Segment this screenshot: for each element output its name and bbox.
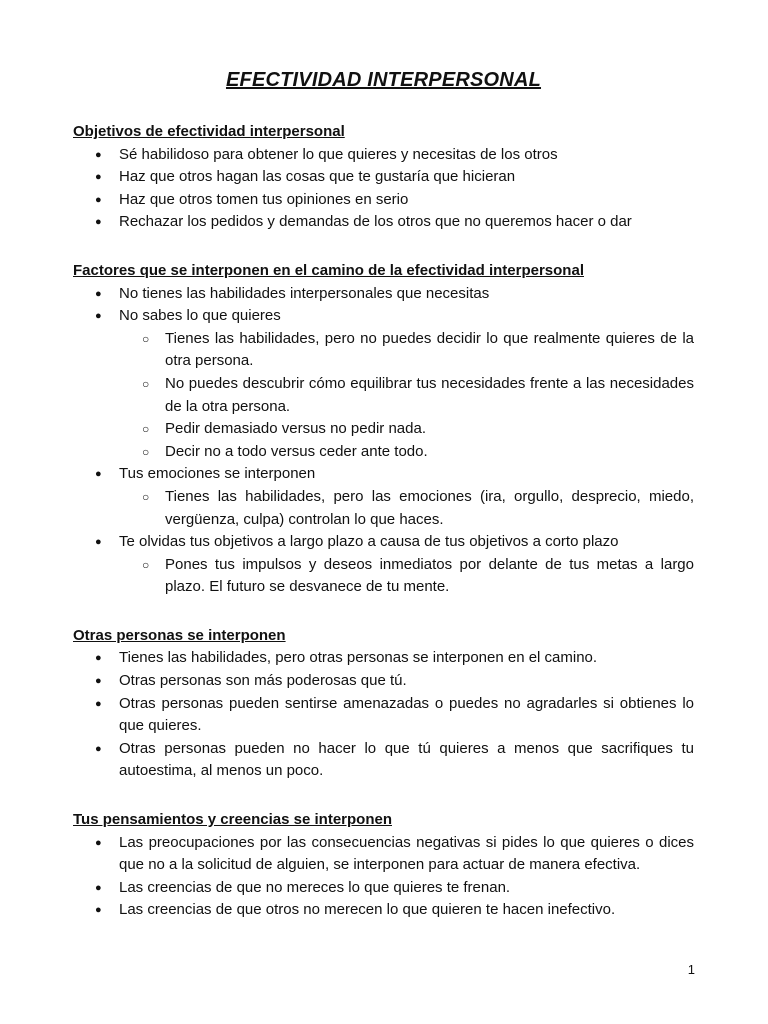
list-item [73, 531, 694, 599]
list-item [73, 693, 694, 738]
bullet-list [73, 144, 694, 234]
bullet-icon: ● [95, 468, 102, 481]
section-heading: Otras personas se interponen [73, 626, 286, 644]
sub-list-item-text: Tienes las habilidades, pero las emociones (ira, orgullo, desprecio, miedo, vergüenza, culpa) controlan lo que haces. [165, 487, 694, 528]
section-heading: Tus pensamientos y creencias se interponen [73, 811, 392, 829]
list-item [73, 899, 694, 922]
list-item-text: No tienes las habilidades interpersonales que necesitas [119, 284, 490, 302]
hollow-bullet-icon: ○ [142, 444, 150, 459]
sub-list-item [119, 486, 694, 531]
hollow-bullet-icon: ○ [142, 331, 150, 346]
bullet-icon: ● [95, 287, 102, 300]
list-item [73, 832, 694, 877]
hollow-bullet-icon: ○ [142, 489, 150, 504]
sub-list-item-text: Tienes las habilidades, pero no puedes decidir lo que realmente quieres de la otra persona. [165, 329, 694, 370]
sub-list-item [119, 373, 694, 418]
list-item [73, 877, 694, 900]
bullet-icon: ● [95, 216, 102, 229]
list-item-text: Otras personas pueden sentirse amenazadas o puedes no agradarles si obtienes lo que quieres. [119, 694, 694, 735]
sub-list-item [119, 328, 694, 373]
list-item [73, 189, 694, 212]
section-heading: Factores que se interponen en el camino de la efectividad interpersonal [73, 261, 584, 279]
list-item [73, 647, 694, 670]
list-item-text: Te olvidas tus objetivos a largo plazo a causa de tus objetivos a corto plazo [119, 533, 619, 551]
bullet-icon: ● [95, 881, 102, 894]
bullet-icon: ● [95, 171, 102, 184]
section-pensamientos [73, 809, 694, 922]
list-item [73, 463, 694, 531]
document-title: EFECTIVIDAD INTERPERSONAL [225, 69, 542, 91]
section-otras-personas [73, 625, 694, 783]
page-number: 1 [687, 962, 695, 977]
list-item-text: Las preocupaciones por las consecuencias negativas si pides lo que quieres o dices que no a la solicitud de alguien, se interponen para actuar de manera efectiva. [119, 833, 694, 874]
section-objetivos [73, 121, 694, 234]
list-item [73, 166, 694, 189]
bullet-icon: ● [95, 652, 102, 665]
list-item-text: Otras personas pueden no hacer lo que tú quieres a menos que sacrifiques tu autoestima, al menos un poco. [119, 739, 694, 780]
list-item [73, 211, 694, 234]
bullet-list [73, 647, 694, 783]
bullet-icon: ● [95, 904, 102, 917]
document-page [73, 66, 694, 922]
section-factores [73, 260, 694, 599]
list-item [73, 283, 694, 306]
list-item [73, 144, 694, 167]
bullet-icon: ● [95, 697, 102, 710]
list-item-text: Haz que otros hagan las cosas que te gustaría que hicieran [119, 168, 516, 186]
list-item-text: Sé habilidoso para obtener lo que quieres y necesitas de los otros [119, 145, 558, 163]
list-item-text: Otras personas son más poderosas que tú. [119, 672, 407, 690]
sub-list-item-text: Decir no a todo versus ceder ante todo. [165, 442, 428, 460]
list-item-text: Rechazar los pedidos y demandas de los otros que no queremos hacer o dar [119, 213, 632, 231]
bullet-list [73, 832, 694, 922]
bullet-icon: ● [95, 193, 102, 206]
hollow-bullet-icon: ○ [142, 422, 150, 437]
list-item-text: Haz que otros tomen tus opiniones en serio [119, 190, 409, 208]
sub-list-item-text: Pedir demasiado versus no pedir nada. [165, 420, 426, 438]
sub-list-item [119, 554, 694, 599]
list-item-text: Tus emociones se interponen [119, 465, 316, 483]
sub-list-item [119, 441, 694, 464]
bullet-icon: ● [95, 148, 102, 161]
list-item [73, 305, 694, 463]
bullet-icon: ● [95, 836, 102, 849]
sub-list-item-text: Pones tus impulsos y deseos inmediatos por delante de tus metas a largo plazo. El futuro se desvanece de tu mente. [165, 555, 694, 596]
bullet-icon: ● [95, 536, 102, 549]
bullet-icon: ● [95, 310, 102, 323]
bullet-icon: ● [95, 742, 102, 755]
section-heading: Objetivos de efectividad interpersonal [73, 123, 345, 140]
sub-list [119, 486, 694, 531]
list-item-text: No sabes lo que quieres [119, 307, 281, 325]
hollow-bullet-icon: ○ [142, 376, 150, 391]
bullet-icon: ● [95, 675, 102, 688]
bullet-list [73, 283, 694, 599]
sub-list [119, 554, 694, 599]
sub-list-item-text: No puedes descubrir cómo equilibrar tus necesidades frente a las necesidades de la otra persona. [165, 374, 694, 415]
list-item-text: Las creencias de que otros no merecen lo que quieren te hacen inefectivo. [119, 901, 616, 919]
sub-list [119, 328, 694, 464]
sub-list-item [119, 418, 694, 441]
list-item-text: Tienes las habilidades, pero otras personas se interponen en el camino. [119, 649, 598, 667]
hollow-bullet-icon: ○ [142, 557, 150, 572]
list-item [73, 670, 694, 693]
list-item [73, 738, 694, 783]
list-item-text: Las creencias de que no mereces lo que quieres te frenan. [119, 878, 511, 896]
